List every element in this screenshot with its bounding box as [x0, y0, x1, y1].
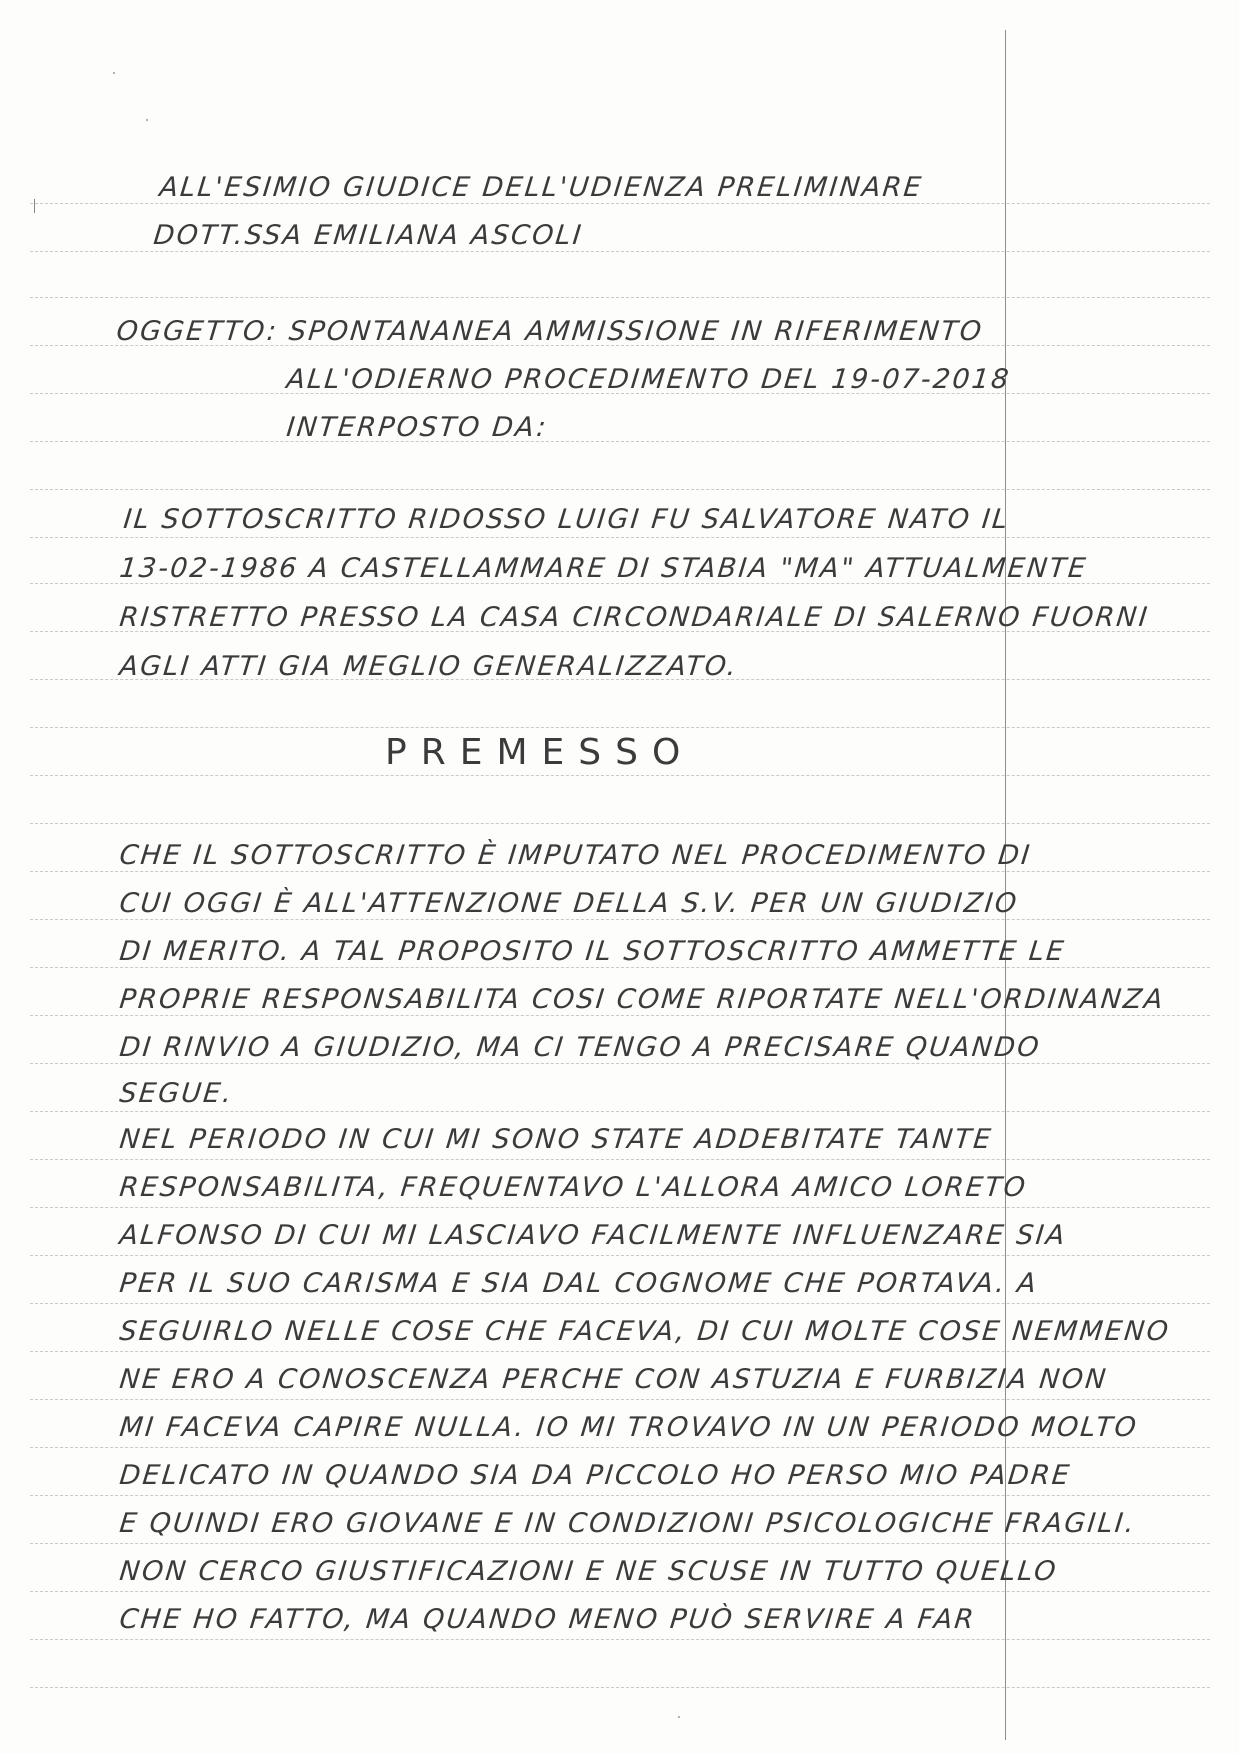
- ruled-line: [30, 1447, 1210, 1448]
- body-line: CHE IL SOTTOSCRITTO È IMPUTATO NEL PROCEDIMENTO DI: [118, 840, 1034, 871]
- body-line: MI FACEVA CAPIRE NULLA. IO MI TROVAVO IN UN PERIODO MOLTO: [118, 1412, 1140, 1443]
- ruled-line: [30, 1063, 1210, 1064]
- paper-speck: [113, 72, 115, 74]
- ruled-line: [30, 1207, 1210, 1208]
- ruled-line: [30, 823, 1210, 824]
- subject-line: INTERPOSTO DA:: [285, 412, 550, 443]
- ruled-line: [30, 1303, 1210, 1304]
- ruled-line: [30, 1639, 1210, 1640]
- ruled-line: [30, 871, 1210, 872]
- ruled-line: [30, 1543, 1210, 1544]
- ruled-line: [30, 251, 1210, 252]
- body-line: DI MERITO. A TAL PROPOSITO IL SOTTOSCRITTO AMMETTE LE: [118, 936, 1068, 967]
- ruled-line: [30, 775, 1210, 776]
- body-line: CHE HO FATTO, MA QUANDO MENO PUÒ SERVIRE A FAR: [118, 1604, 978, 1635]
- ruled-line: [30, 537, 1210, 538]
- ruled-line: [30, 1015, 1210, 1016]
- intro-line: AGLI ATTI GIA MEGLIO GENERALIZZATO.: [118, 651, 740, 682]
- section-title: PREMESSO: [385, 732, 695, 773]
- ruled-line: [30, 1351, 1210, 1352]
- intro-line: IL SOTTOSCRITTO RIDOSSO LUIGI FU SALVATORE NATO IL: [122, 504, 1012, 535]
- body-line: SEGUIRLO NELLE COSE CHE FACEVA, DI CUI MOLTE COSE NEMMENO: [118, 1316, 1172, 1347]
- ruled-line: [30, 441, 1210, 442]
- body-line: DI RINVIO A GIUDIZIO, MA CI TENGO A PRECISARE QUANDO: [118, 1032, 1043, 1063]
- ruled-line: [30, 1111, 1210, 1112]
- body-line: RESPONSABILITA, FREQUENTAVO L'ALLORA AMICO LORETO: [118, 1172, 1029, 1203]
- addressee-name: DOTT.SSA EMILIANA ASCOLI: [152, 220, 585, 251]
- subject-line: ALL'ODIERNO PROCEDIMENTO DEL 19-07-2018: [285, 364, 1013, 395]
- ruled-line: [30, 1495, 1210, 1496]
- intro-line: RISTRETTO PRESSO LA CASA CIRCONDARIALE DI SALERNO FUORNI: [118, 602, 1151, 633]
- ruled-line: [30, 203, 1210, 204]
- body-line: DELICATO IN QUANDO SIA DA PICCOLO HO PERSO MIO PADRE: [118, 1460, 1073, 1491]
- ruled-line: [30, 489, 1210, 490]
- ruled-line: [30, 727, 1210, 728]
- addressee-line: ALL'ESIMIO GIUDICE DELL'UDIENZA PRELIMINARE: [158, 172, 925, 203]
- body-line: NON CERCO GIUSTIFICAZIONI E NE SCUSE IN TUTTO QUELLO: [118, 1556, 1060, 1587]
- ruled-line: [30, 297, 1210, 298]
- body-line: PROPRIE RESPONSABILITA COSI COME RIPORTATE NELL'ORDINANZA: [118, 984, 1167, 1015]
- ruled-line: [30, 1591, 1210, 1592]
- ruled-line: [30, 1255, 1210, 1256]
- ruled-line: [30, 919, 1210, 920]
- body-line: NEL PERIODO IN CUI MI SONO STATE ADDEBITATE TANTE: [118, 1124, 995, 1155]
- body-line: NE ERO A CONOSCENZA PERCHE CON ASTUZIA E FURBIZIA NON: [118, 1364, 1110, 1395]
- body-line: PER IL SUO CARISMA E SIA DAL COGNOME CHE PORTAVA. A: [118, 1268, 1040, 1299]
- margin-tick: [34, 199, 35, 213]
- paper-speck: [146, 119, 148, 121]
- ruled-line: [30, 967, 1210, 968]
- subject-line: OGGETTO: SPONTANANEA AMMISSIONE IN RIFERIMENTO: [115, 316, 985, 347]
- ruled-line: [30, 1399, 1210, 1400]
- body-line: SEGUE.: [118, 1078, 235, 1109]
- ruled-line: [30, 1687, 1210, 1688]
- paper-speck: [678, 1716, 680, 1718]
- body-line: E QUINDI ERO GIOVANE E IN CONDIZIONI PSICOLOGICHE FRAGILI.: [118, 1508, 1138, 1539]
- body-line: CUI OGGI È ALL'ATTENZIONE DELLA S.V. PER UN GIUDIZIO: [118, 888, 1020, 919]
- ruled-line: [30, 1159, 1210, 1160]
- body-line: ALFONSO DI CUI MI LASCIAVO FACILMENTE INFLUENZARE SIA: [118, 1220, 1069, 1251]
- intro-line: 13-02-1986 A CASTELLAMMARE DI STABIA "MA" ATTUALMENTE: [118, 553, 1089, 584]
